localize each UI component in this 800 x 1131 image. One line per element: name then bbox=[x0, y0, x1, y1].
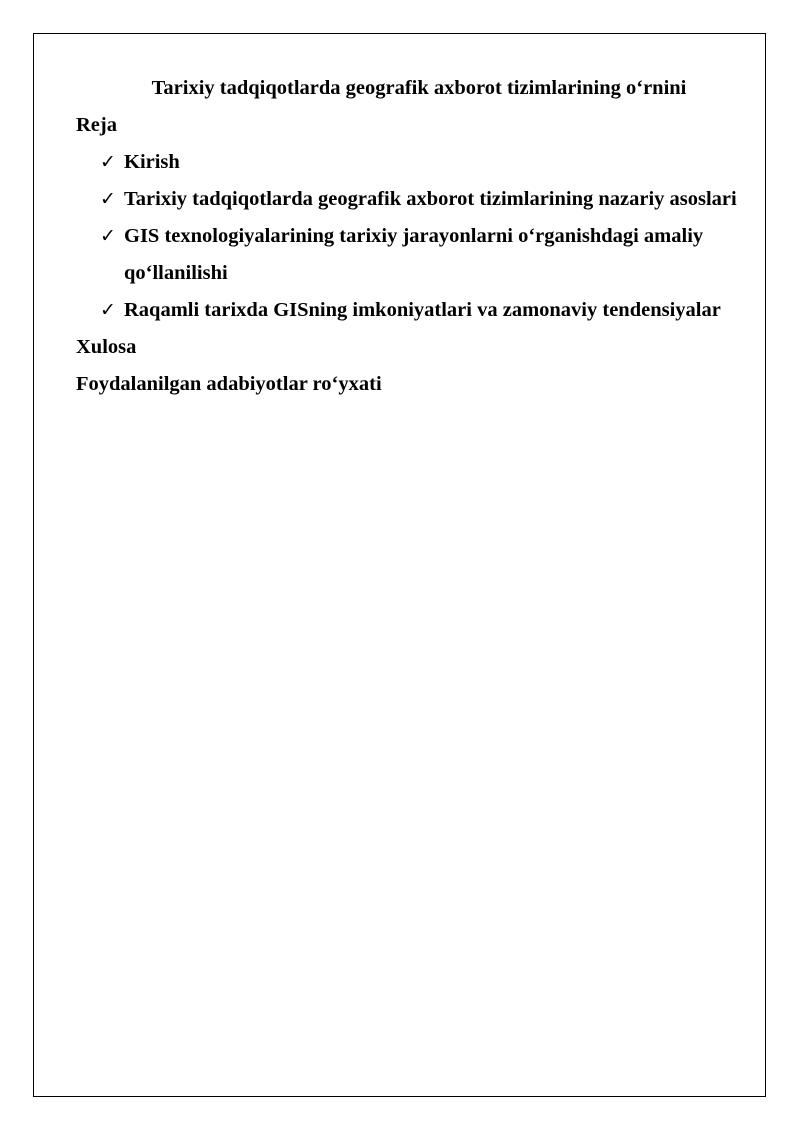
references-heading: Foydalanilgan adabiyotlar ro‘yxati bbox=[76, 373, 382, 395]
plan-item-label: Tarixiy tadqiqotlarda geografik axborot tizimlarining nazariy asoslari bbox=[124, 188, 737, 210]
check-icon: ✓ bbox=[100, 151, 116, 173]
document-body bbox=[76, 70, 746, 403]
check-icon: ✓ bbox=[100, 188, 116, 210]
check-icon: ✓ bbox=[100, 225, 116, 247]
plan-item-digital-history bbox=[100, 292, 746, 329]
plan-item-label: Raqamli tarixda GISning imkoniyatlari va zamonaviy tendensiyalar bbox=[124, 299, 721, 321]
plan-item-label: Kirish bbox=[124, 151, 180, 173]
plan-heading: Reja bbox=[76, 114, 117, 136]
check-icon: ✓ bbox=[100, 299, 116, 321]
plan-item-label: GIS texnologiyalarining tarixiy jarayonlarni o‘rganishdagi amaliy qo‘llanilishi bbox=[124, 225, 704, 284]
plan-list bbox=[76, 144, 746, 329]
conclusion-heading: Xulosa bbox=[76, 336, 137, 358]
plan-item-introduction bbox=[100, 144, 746, 181]
plan-item-practical-application bbox=[100, 218, 746, 292]
document-title: Tarixiy tadqiqotlarda geografik axborot tizimlarining o‘rnini bbox=[151, 77, 687, 99]
plan-item-theoretical-foundations bbox=[100, 181, 746, 218]
